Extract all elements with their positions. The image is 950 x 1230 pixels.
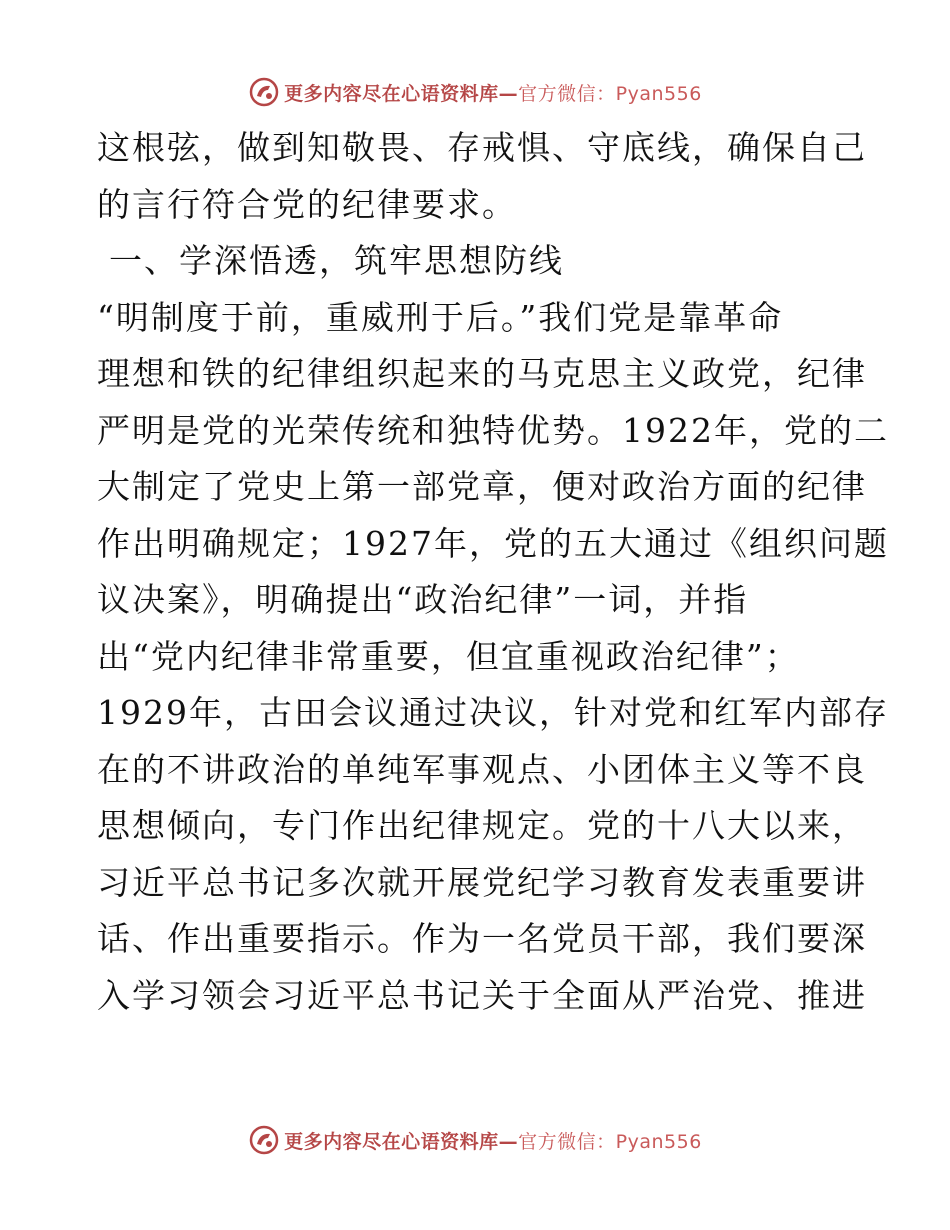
- text-line: 思想倾向，专门作出纪律规定。党的十八大以来，: [97, 806, 867, 845]
- text-line: 出“党内纪律非常重要，但宜重视政治纪律”；: [97, 636, 800, 676]
- text-line: 大制定了党史上第一部党章，便对政治方面的纪律: [97, 467, 867, 506]
- handset-seal-icon: [248, 76, 280, 108]
- text-line: 习近平总书记多次就开展党纪学习教育发表重要讲: [97, 862, 867, 902]
- banner-wechat: 官方微信：Pyan556: [518, 82, 702, 105]
- header-banner: [0, 72, 950, 112]
- text-line: 作出明确规定；1927年，党的五大通过《组织问题: [97, 523, 889, 563]
- banner-text: 更多内容尽在心语资料库—: [284, 82, 519, 105]
- text-line: 的言行符合党的纪律要求。: [97, 184, 517, 224]
- text-line: 话、作出重要指示。作为一名党员干部，我们要深: [97, 919, 867, 958]
- text-line: 在的不讲政治的单纯军事观点、小团体主义等不良: [97, 749, 867, 789]
- text-line: “明制度于前，重威刑于后。”我们党是靠革命: [97, 297, 784, 337]
- banner-text: 更多内容尽在心语资料库—: [284, 1130, 519, 1153]
- footer-banner: [0, 1120, 950, 1160]
- text-line: 议决案》，明确提出“政治纪律”一词，并指: [97, 580, 749, 619]
- text-line: 理想和铁的纪律组织起来的马克思主义政党，纪律: [97, 354, 867, 393]
- handset-seal-icon: [248, 1124, 280, 1156]
- text-line: 入学习领会习近平总书记关于全面从严治党、推进: [97, 975, 867, 1015]
- text-line: 1929年，古田会议通过决议，针对党和红军内部存: [97, 693, 889, 732]
- text-line: 这根弦，做到知敬畏、存戒惧、守底线，确保自己: [97, 128, 867, 167]
- section-heading: 一、学深悟透，筑牢思想防线: [109, 241, 564, 280]
- text-line: 严明是党的光荣传统和独特优势。1922年，党的二: [97, 410, 889, 450]
- banner-wechat: 官方微信：Pyan556: [518, 1130, 702, 1153]
- document-body: [97, 120, 889, 1024]
